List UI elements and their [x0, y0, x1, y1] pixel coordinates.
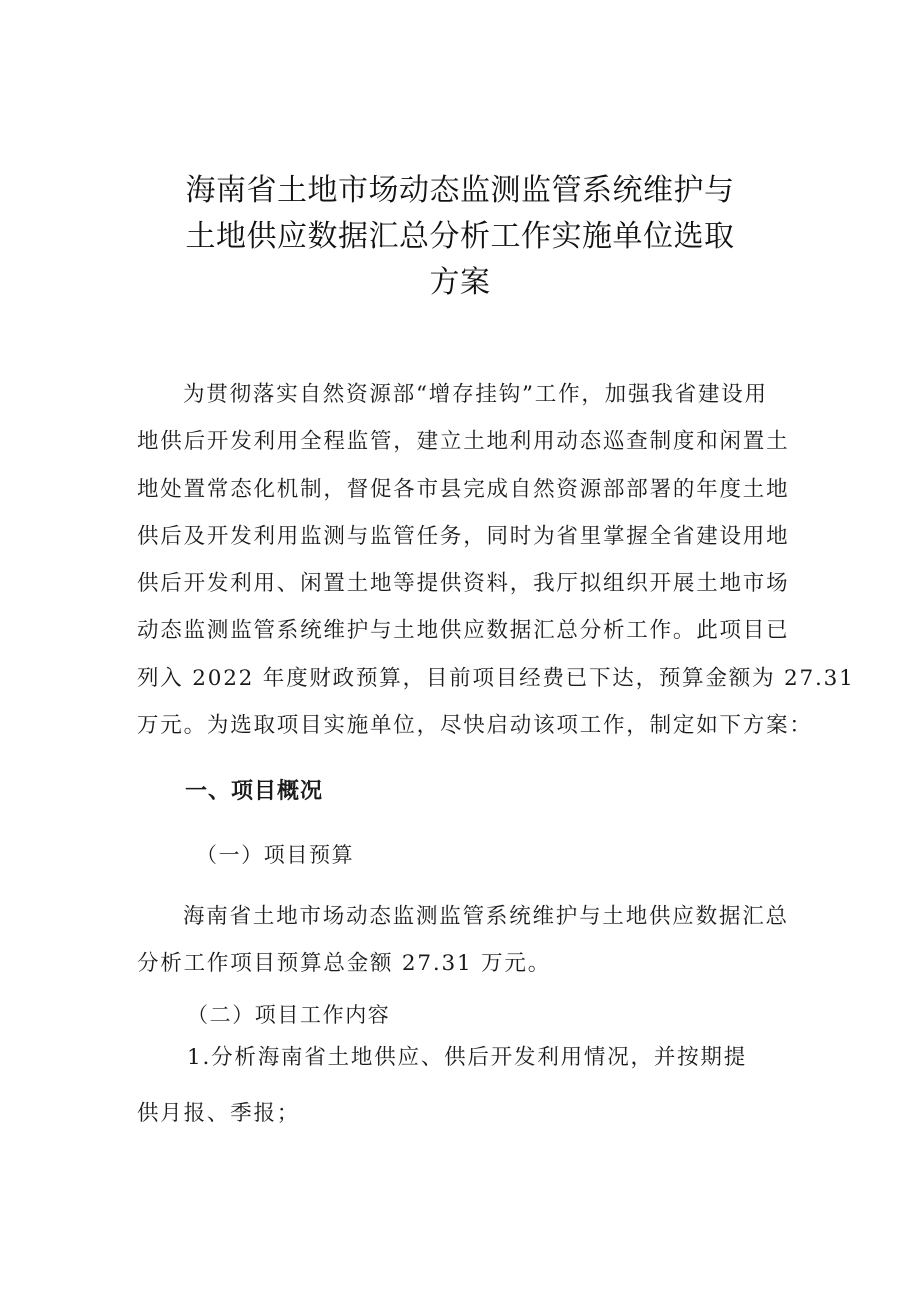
intro-line: 万元。为选取项目实施单位，尽快启动该项工作，制定如下方案： [137, 713, 813, 739]
budget-paragraph [137, 893, 791, 988]
work-item-1: 1.分析海南省土地供应、供后开发利用情况，并按期提 [187, 1045, 748, 1070]
intro-paragraph [137, 371, 855, 749]
title-line-1: 海南省土地市场动态监测监管系统维护与 [185, 173, 735, 208]
intro-line: 地供后开发利用全程监管，建立土地利用动态巡查制度和闲置土 [137, 429, 790, 455]
section-heading-overview: 一、项目概况 [185, 779, 324, 804]
work-item-1-continued: 供月报、季报； [137, 1101, 301, 1126]
intro-line: 地处置常态化机制，督促各市县完成自然资源部部署的年度土地 [137, 476, 790, 502]
intro-line: 为贯彻落实自然资源部“增存挂钩”工作，加强我省建设用 [183, 382, 768, 407]
title-line-2: 土地供应数据汇总分析工作实施单位选取 [185, 219, 735, 254]
budget-line: 分析工作项目预算总金额 27.31 万元。 [137, 951, 552, 977]
intro-line: 供后开发利用、闲置土地等提供资料，我厅拟组织开展土地市场 [137, 571, 790, 597]
intro-line: 列入 2022 年度财政预算，目前项目经费已下达，预算金额为 27.31 [137, 665, 855, 691]
subsection-heading-work-content: （二）项目工作内容 [187, 1003, 391, 1027]
subsection-heading-budget: （一）项目预算 [196, 843, 355, 867]
title-line-3: 方案 [429, 265, 491, 300]
intro-line: 供后及开发利用监测与监管任务，同时为省里掌握全省建设用地 [137, 523, 790, 549]
document-title [120, 168, 800, 306]
budget-line: 海南省土地市场动态监测监管系统维护与土地供应数据汇总 [183, 904, 789, 929]
intro-line: 动态监测监管系统维护与土地供应数据汇总分析工作。此项目已 [137, 618, 790, 644]
